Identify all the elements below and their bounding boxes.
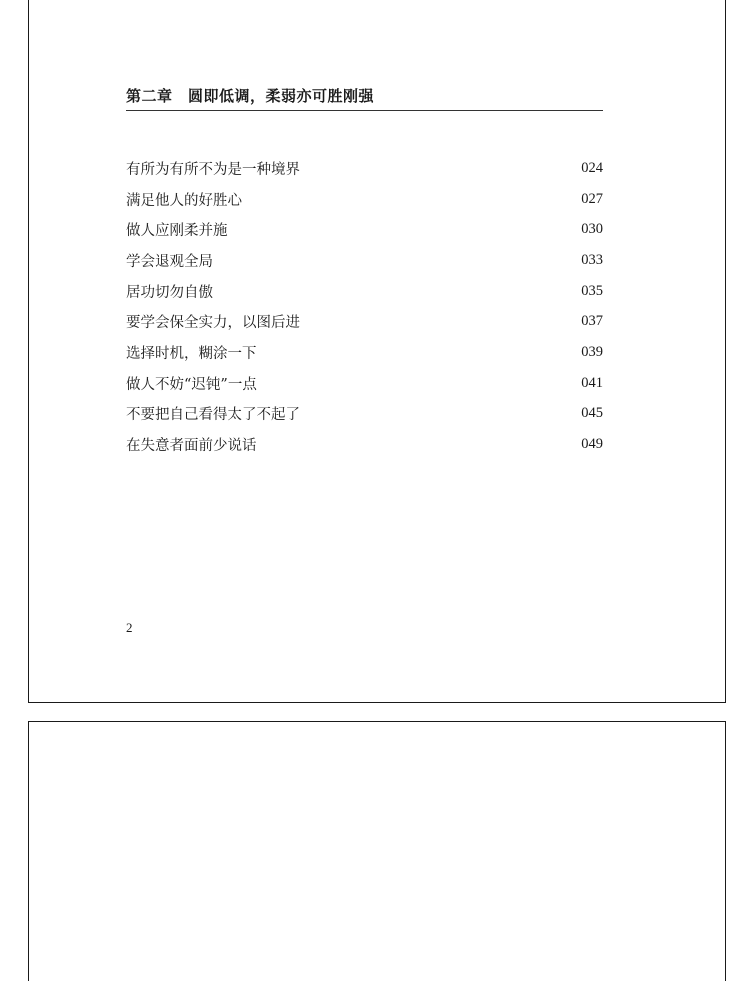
toc-entry-page: 041 xyxy=(581,374,603,391)
toc-entry-page: 035 xyxy=(581,282,603,299)
toc-entry[interactable] xyxy=(126,184,603,215)
toc-entry-page: 024 xyxy=(581,159,603,176)
toc-entry[interactable] xyxy=(126,214,603,245)
toc-entry-page: 049 xyxy=(581,436,603,453)
toc-entry[interactable] xyxy=(126,245,603,276)
toc-entry-title: 有所为有所不为是一种境界 xyxy=(126,161,300,178)
toc-entry[interactable] xyxy=(126,276,603,307)
toc-entry-page: 030 xyxy=(581,221,603,238)
toc-entry[interactable] xyxy=(126,337,603,368)
toc-entry-title: 选择时机，糊涂一下 xyxy=(126,345,257,362)
toc-entry-title: 在失意者面前少说话 xyxy=(126,438,257,455)
table-of-contents xyxy=(126,153,603,460)
next-page xyxy=(28,721,726,981)
toc-entry-title: 不要把自己看得太了不起了 xyxy=(126,407,300,424)
toc-entry-title: 要学会保全实力，以图后进 xyxy=(126,315,300,332)
toc-entry[interactable] xyxy=(126,399,603,430)
toc-entry-page: 037 xyxy=(581,313,603,330)
toc-entry-page: 033 xyxy=(581,251,603,268)
toc-entry[interactable] xyxy=(126,368,603,399)
toc-entry-title: 居功切勿自傲 xyxy=(126,284,213,301)
toc-entry-page: 045 xyxy=(581,405,603,422)
toc-entry-page: 039 xyxy=(581,343,603,360)
toc-entry[interactable] xyxy=(126,306,603,337)
toc-entry-page: 027 xyxy=(581,190,603,207)
toc-entry-title: 学会退观全局 xyxy=(126,253,213,270)
toc-entry[interactable] xyxy=(126,153,603,184)
toc-entry-title: 做人应刚柔并施 xyxy=(126,223,228,240)
toc-entry[interactable] xyxy=(126,429,603,460)
chapter-heading: 第二章 圆即低调，柔弱亦可胜刚强 xyxy=(126,85,603,111)
toc-entry-title: 做人不妨“迟钝”一点 xyxy=(126,376,257,393)
page-number: 2 xyxy=(126,620,133,635)
toc-entry-title: 满足他人的好胜心 xyxy=(126,192,242,209)
document-page xyxy=(28,0,726,703)
